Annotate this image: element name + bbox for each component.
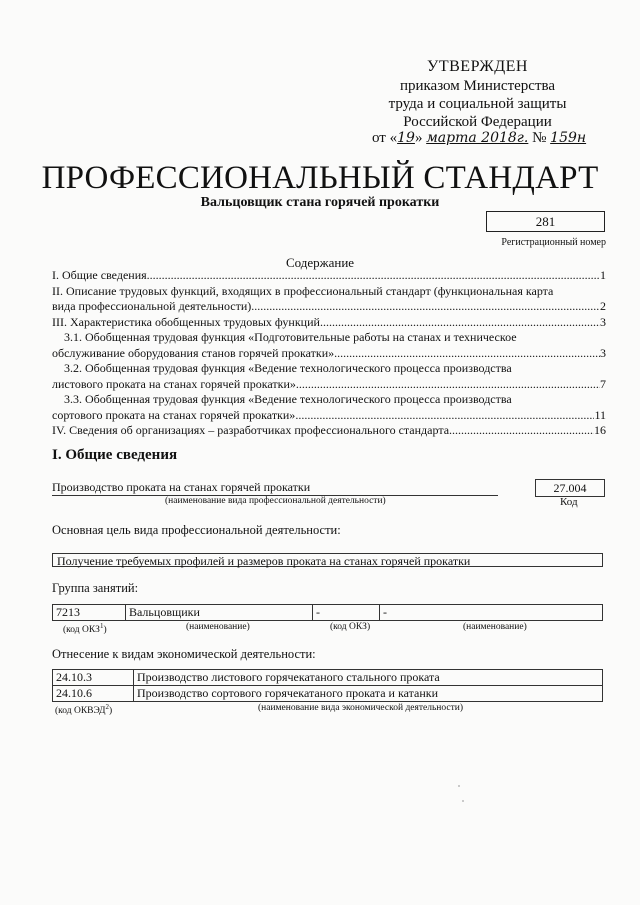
activity-name-field: Производство проката на станах горячей прокатки bbox=[52, 480, 498, 496]
toc-item-page: 3 bbox=[600, 345, 606, 360]
toc-leader bbox=[334, 346, 600, 362]
toc-leader bbox=[147, 268, 600, 284]
toc-leader bbox=[320, 315, 600, 331]
toc-item-text: III. Характеристика обобщенных трудовых функций bbox=[52, 314, 320, 329]
okz-name-cell: Вальцовщики bbox=[126, 605, 313, 621]
footnote-marker: 2 bbox=[105, 703, 109, 711]
okz-code-cell: 7213 bbox=[53, 605, 126, 621]
toc-item-page: 2 bbox=[600, 299, 606, 313]
okz-code-caption-2: (код ОКЗ) bbox=[330, 622, 371, 632]
okved-code-cell: 24.10.3 bbox=[53, 670, 134, 686]
table-row bbox=[53, 670, 603, 686]
economic-activity-table bbox=[52, 669, 603, 702]
toc-item-text-cont: листового проката на станах горячей прокатки» bbox=[52, 376, 296, 391]
table-of-contents bbox=[52, 268, 606, 439]
toc-item-text-cont: вида профессиональной деятельности) bbox=[52, 299, 252, 313]
approval-line-2: труда и социальной защиты bbox=[388, 96, 567, 112]
toc-item-page: 16 bbox=[594, 423, 606, 437]
occupation-group-table bbox=[52, 604, 603, 621]
activity-code-caption: Код bbox=[560, 496, 578, 508]
toc-item-text-cont: сортового проката на станах горячей прокатки» bbox=[52, 407, 296, 422]
toc-item-text: IV. Сведения об организациях – разработчиках профессионального стандарта bbox=[52, 423, 450, 437]
toc-heading: Содержание bbox=[285, 255, 355, 270]
okved-name-cell: Производство листового горячекатаного стального проката bbox=[134, 670, 603, 686]
scan-speck bbox=[458, 785, 460, 787]
toc-item-page: 7 bbox=[600, 376, 606, 391]
toc-item[interactable] bbox=[52, 392, 606, 423]
toc-item[interactable] bbox=[52, 315, 606, 331]
order-prefix: от « bbox=[372, 130, 398, 146]
caption-text: (код ОКЗ bbox=[63, 625, 100, 636]
document-title: ПРОФЕССИОНАЛЬНЫЙ СТАНДАРТ bbox=[41, 160, 599, 196]
order-no-label: № bbox=[532, 130, 547, 146]
approval-title: УТВЕРЖДЕН bbox=[427, 58, 528, 75]
toc-item[interactable] bbox=[52, 361, 606, 392]
footnote-marker: 1 bbox=[99, 622, 104, 630]
order-mid: » bbox=[414, 130, 423, 146]
order-date-line bbox=[372, 130, 586, 147]
toc-item[interactable] bbox=[52, 330, 606, 361]
table-row bbox=[53, 686, 603, 702]
okved-code-caption bbox=[55, 703, 112, 716]
activity-caption: (наименование вида профессиональной деятельности) bbox=[165, 496, 386, 506]
okved-name-caption: (наименование вида экономической деятельности) bbox=[258, 703, 463, 713]
okved-name-cell: Производство сортового горячекатаного проката и катанки bbox=[134, 686, 603, 702]
toc-item-page: 11 bbox=[594, 407, 606, 422]
order-day: 19 bbox=[397, 130, 415, 146]
toc-item-page: 1 bbox=[600, 268, 606, 282]
toc-leader bbox=[449, 423, 594, 439]
activity-code-box: 27.004 bbox=[535, 479, 605, 497]
caption-text: (код ОКВЭД bbox=[55, 706, 106, 717]
document-subtitle: Вальцовщик стана горячей прокатки bbox=[200, 195, 440, 210]
goal-label: Основная цель вида профессиональной деятельности: bbox=[52, 523, 341, 537]
toc-item-page: 3 bbox=[600, 314, 606, 329]
toc-item[interactable] bbox=[52, 284, 606, 315]
caption-text: ) bbox=[108, 706, 113, 717]
toc-item-text-cont: обслуживание оборудования станов горячей прокатки» bbox=[52, 345, 335, 360]
order-number: 159н bbox=[550, 130, 587, 146]
toc-leader bbox=[295, 408, 594, 424]
approval-line-1: приказом Министерства bbox=[399, 78, 556, 94]
approval-block bbox=[360, 58, 595, 131]
toc-item-text: 3.2. Обобщенная трудовая функция «Ведение технологического процесса производства bbox=[64, 361, 512, 375]
okz-code-cell-2: - bbox=[313, 605, 380, 621]
toc-item[interactable] bbox=[52, 268, 606, 284]
toc-leader bbox=[296, 377, 600, 393]
registration-number-label: Регистрационный номер bbox=[501, 237, 606, 248]
goal-text-box: Получение требуемых профилей и размеров проката на станах горячей прокатки bbox=[52, 553, 603, 567]
caption-text: ) bbox=[103, 625, 107, 636]
approval-line-3: Российской Федерации bbox=[403, 114, 552, 130]
okved-code-cell: 24.10.6 bbox=[53, 686, 134, 702]
okz-code-caption bbox=[63, 622, 107, 635]
okz-name-caption-2: (наименование) bbox=[463, 622, 527, 632]
scan-speck bbox=[462, 800, 464, 802]
okz-name-cell-2: - bbox=[380, 605, 603, 621]
toc-item-text: 3.1. Обобщенная трудовая функция «Подготовительные работы на станах и техническое bbox=[64, 330, 517, 344]
toc-leader bbox=[251, 299, 600, 315]
toc-item[interactable] bbox=[52, 423, 606, 439]
econ-label: Отнесение к видам экономической деятельности: bbox=[52, 647, 316, 661]
okz-name-caption: (наименование) bbox=[186, 622, 250, 632]
toc-item-text: I. Общие сведения bbox=[52, 268, 147, 282]
registration-number-box: 281 bbox=[486, 211, 605, 232]
table-row bbox=[53, 605, 603, 621]
toc-item-text: II. Описание трудовых функций, входящих в профессиональный стандарт (функциональная карта bbox=[52, 283, 554, 298]
group-label: Группа занятий: bbox=[52, 581, 139, 595]
toc-item-text: 3.3. Обобщенная трудовая функция «Ведение технологического процесса производства bbox=[64, 392, 512, 406]
order-month-year: марта 2018г. bbox=[426, 130, 529, 146]
section-heading: I. Общие сведения bbox=[52, 447, 178, 463]
